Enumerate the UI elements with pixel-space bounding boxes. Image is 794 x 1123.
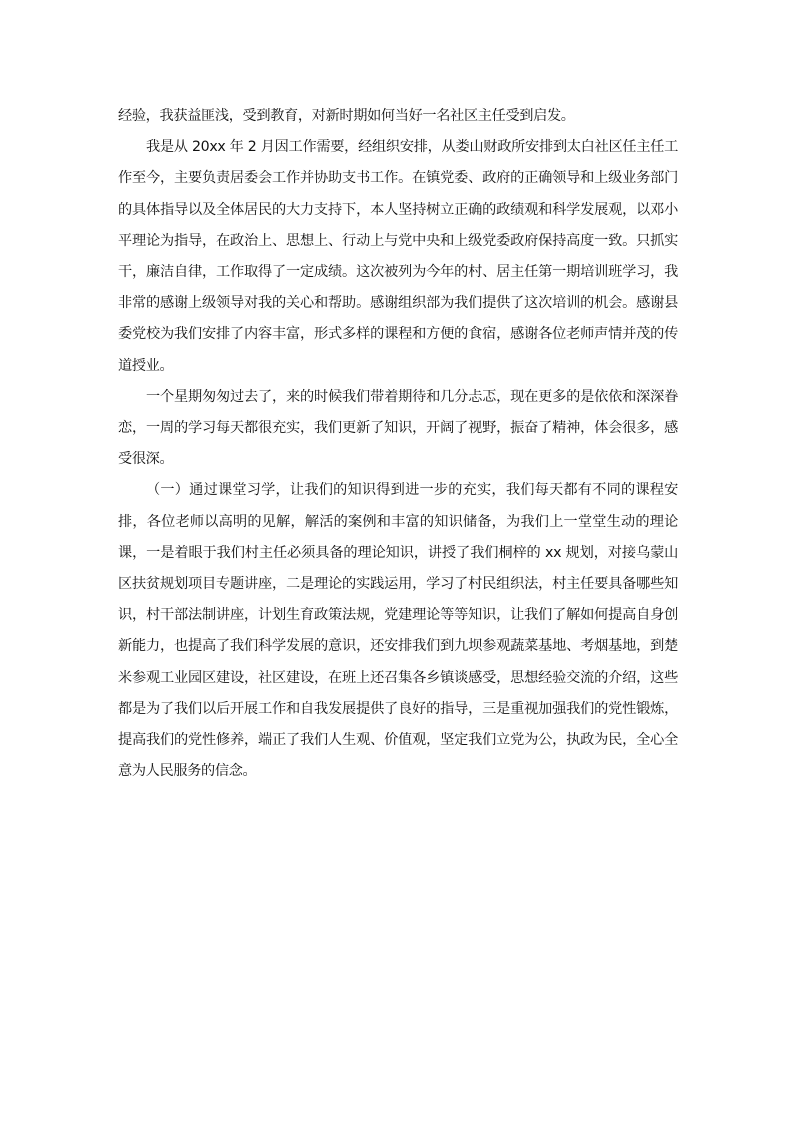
paragraph-week-summary: 一个星期匆匆过去了，来的时候我们带着期待和几分忐忑，现在更多的是依依和深深眷恋，一周的学习每天都很充实，我们更新了知识，开阔了视野，振奋了精神，体会很多，感受很深。 [118, 388, 678, 468]
document-body [118, 101, 678, 787]
paragraph-introduction: 我是从 20xx 年 2 月因工作需要，经组织安排，从娄山财政所安排到太白社区任主任工作至今，主要负责居委会工作并协助支书工作。在镇党委、政府的正确领导和上级业务部门的具体指导以及全体居民的大力支持下，本人坚持树立正确的政绩观和科学发展观，以邓小平理论为指导，在政治上、思想上、行动上与党中央和上级党委政府保持高度一致。只抓实干，廉洁自律，工作取得了一定成绩。这次被列为今年的村、居主任第一期培训班学习，我非常的感谢上级领导对我的关心和帮助。感谢组织部为我们提供了这次培训的机会。感谢县委党校为我们安排了内容丰富，形式多样的课程和方便的食宿，感谢各位老师声情并茂的传道授业。 [118, 139, 678, 374]
paragraph-continuation: 经验，我获益匪浅，受到教育，对新时期如何当好一名社区主任受到启发。 [118, 108, 575, 124]
paragraph-classroom-learning: （一）通过课堂习学，让我们的知识得到进一步的充实，我们每天都有不同的课程安排，各位老师以高明的见解，解活的案例和丰富的知识储备，为我们上一堂堂生动的理论课，一是着眼于我们村主任必须具备的理论知识，讲授了我们桐梓的 xx 规划，对接乌蒙山区扶贫规划项目专题讲座，二是理论的实践运用，学习了村民组织法，村主任要具备哪些知识，村干部法制讲座，计划生育政策法规，党建理论等等知识，让我们了解如何提高自身创新能力，也提高了我们科学发展的意识，还安排我们到九坝参观蔬菜基地、考烟基地，到楚米参观工业园区建设，社区建设，在班上还召集各乡镇谈感受，思想经验交流的介绍，这些都是为了我们以后开展工作和自我发展提供了良好的指导，三是重视加强我们的党性锻炼，提高我们的党性修养，端正了我们人生观、价值观，坚定我们立党为公，执政为民，全心全意为人民服务的信念。 [118, 482, 678, 780]
